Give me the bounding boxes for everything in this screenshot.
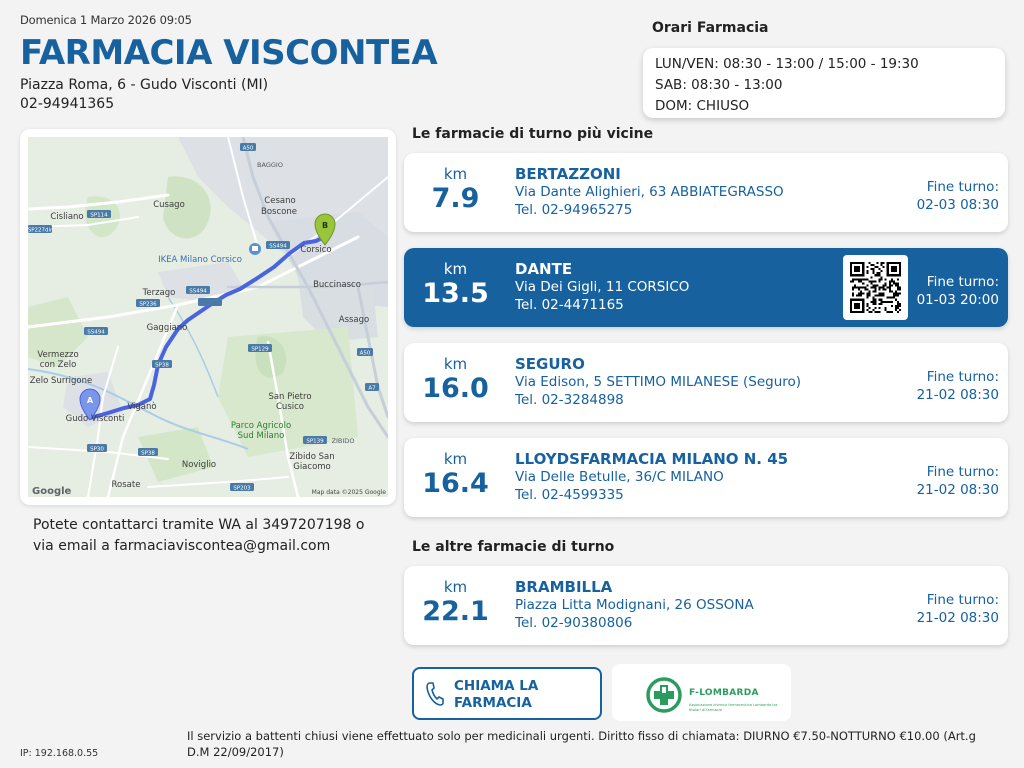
map-label: con Zelo [39,360,77,370]
map-attribution: Map data ©2025 Google [311,489,386,496]
map-label: SP227dir [28,227,53,234]
pharmacy-phone: Tel. 02-4471165 [515,297,624,313]
shift-end [917,273,999,309]
map-label: Terzago [142,288,176,298]
map-label: SP236 [139,301,157,308]
pharmacy-address: Via Edison, 5 SETTIMO MILANESE (Seguro) [515,374,802,390]
pharmacy-name: BRAMBILLA [515,578,613,596]
km-label: km [443,165,468,183]
hours-title: Orari Farmacia [652,20,769,36]
distance-value: 22.1 [422,596,489,627]
route-map[interactable] [28,137,388,497]
marker-a-label: A [86,396,94,405]
map-label: A7 [368,385,376,392]
shift-end [917,463,999,499]
map-label: SS494 [189,288,207,295]
map-canvas [28,137,388,497]
map-label: Assago [338,315,370,325]
footer-note: Il servizio a battenti chiusi viene effettuato solo per medicinali urgenti. Diritto fisso di chiamata: DIURNO €7.50-NOTTURNO €10.00 (Art.g D.M 22/09/2017) [187,729,976,759]
map-label: SP30 [90,446,104,453]
map-label: Viganò [127,402,157,412]
hours-card [643,48,1005,118]
pharmacy-address: Piazza Roma, 6 - Gudo Visconti (MI) [20,77,269,93]
map-label: Corsico [300,245,332,255]
shift-end-label: Fine turno: [926,274,999,290]
shift-end [917,178,999,214]
map-label: Cisliano [50,212,84,222]
distance-value: 16.4 [422,468,489,499]
call-pharmacy-button[interactable] [412,667,602,720]
map-label: SP38 [155,362,169,369]
pharmacy-address: Via Delle Betulle, 36/C MILANO [515,469,724,485]
map-label: Giacomo [293,462,331,472]
shift-end-time: 01-03 20:00 [916,292,999,308]
km-label: km [443,578,468,596]
google-logo: Google [32,486,72,497]
pharmacy-phone: 02-94941365 [20,96,115,112]
pharmacy-name: BERTAZZONI [515,165,621,183]
page-title: FARMACIA VISCONTEA [20,33,438,73]
map-label: BAGGIO [257,161,283,169]
other-pharmacies-title: Le altre farmacie di turno [412,539,615,555]
map-label: Rosate [111,480,141,490]
map-label: Cesano [264,196,296,206]
map-label: IKEA Milano Corsico [158,255,242,265]
km-label: km [443,355,468,373]
qr-code-icon [850,262,901,313]
shift-end [917,591,999,627]
map-label: Vermezzo [37,350,79,360]
pharmacy-phone: Tel. 02-3284898 [515,392,624,408]
map-label: San Pietro [268,392,312,402]
hours-saturday: SAB: 08:30 - 13:00 [655,77,783,93]
pharmacy-address: Via Dante Alighieri, 63 ABBIATEGRASSO [515,184,784,200]
pharmacy-card-lloydsfarmacia[interactable] [404,438,1008,517]
map-label: SP114 [90,212,108,219]
f-lombarda-logo [612,664,791,721]
shift-end-time: 21-02 08:30 [916,387,999,403]
ip-address: IP: 192.168.0.55 [20,748,99,759]
map-label: Sud Milano [237,431,285,441]
marker-b-label: B [321,221,329,230]
km-label: km [443,450,468,468]
map-label: A50 [359,350,371,357]
pharmacy-card-seguro[interactable] [404,343,1008,422]
map-label: A50 [242,145,254,152]
shift-end-time: 21-02 08:30 [916,482,999,498]
shift-end-label: Fine turno: [926,179,999,195]
pharmacy-address: Piazza Litta Modignani, 26 OSSONA [515,597,754,613]
nearest-pharmacies-title: Le farmacie di turno più vicine [412,126,654,142]
map-card [20,129,396,505]
pharmacy-name: DANTE [515,260,573,278]
map-label: Cusico [276,402,304,412]
map-label: SS494 [87,329,105,336]
map-label: Parco Agricolo [230,421,292,431]
map-label: SS494 [269,243,287,250]
map-label: Zibido San [289,452,335,462]
pharmacy-card-brambilla[interactable] [404,566,1008,645]
call-button-label: CHIAMA LA FARMACIA [454,678,539,711]
pharmacy-card-bertazzoni[interactable] [404,153,1008,232]
shift-end-time: 21-02 08:30 [916,610,999,626]
pharmacy-name: SEGURO [515,355,585,373]
map-label: Zelo Surrigone [29,376,93,386]
pharmacy-phone: Tel. 02-90380806 [515,615,633,631]
distance-value: 7.9 [431,183,480,214]
f-lombarda-emblem [645,676,683,714]
phone-icon [425,681,445,707]
qr-code[interactable] [843,255,908,320]
logo-subtitle: Associazione chimica farmaceutica Lombarda tra titolari di farmacia [689,703,778,712]
distance-value: 13.5 [422,278,489,309]
hours-weekdays: LUN/VEN: 08:30 - 13:00 / 15:00 - 19:30 [655,56,919,72]
map-label: Buccinasco [313,280,361,290]
map-label: Boscone [261,207,297,217]
map-label: Cusago [153,200,185,210]
map-label: SP38 [141,450,155,457]
km-label: km [443,260,468,278]
pharmacy-phone: Tel. 02-94965275 [515,202,633,218]
shift-end-label: Fine turno: [926,464,999,480]
map-label: SP203 [233,485,251,492]
shift-end-label: Fine turno: [926,592,999,608]
hours-sunday: DOM: CHIUSO [655,98,750,114]
pharmacy-card-dante[interactable] [404,248,1008,327]
map-label: Gaggiano [146,323,188,333]
logo-name: F-LOMBARDA [689,688,759,698]
pharmacy-name: LLOYDSFARMACIA MILANO N. 45 [515,450,789,468]
datetime: Domenica 1 Marzo 2026 09:05 [20,13,192,27]
shift-end-label: Fine turno: [926,369,999,385]
map-label: SP129 [251,346,269,353]
map-label: Noviglio [181,460,217,470]
pharmacy-phone: Tel. 02-4599335 [515,487,624,503]
map-label: ZIBIDO [331,437,355,445]
pharmacy-address: Via Dei Gigli, 11 CORSICO [515,279,690,295]
shift-end [917,368,999,404]
shift-end-time: 02-03 08:30 [916,197,999,213]
contact-info: Potete contattarci tramite WA al 3497207198 o via email a farmaciaviscontea@gmail.com [33,517,365,554]
map-label: Gudo Visconti [65,414,125,424]
map-label: SP139 [306,438,324,445]
distance-value: 16.0 [422,373,489,404]
